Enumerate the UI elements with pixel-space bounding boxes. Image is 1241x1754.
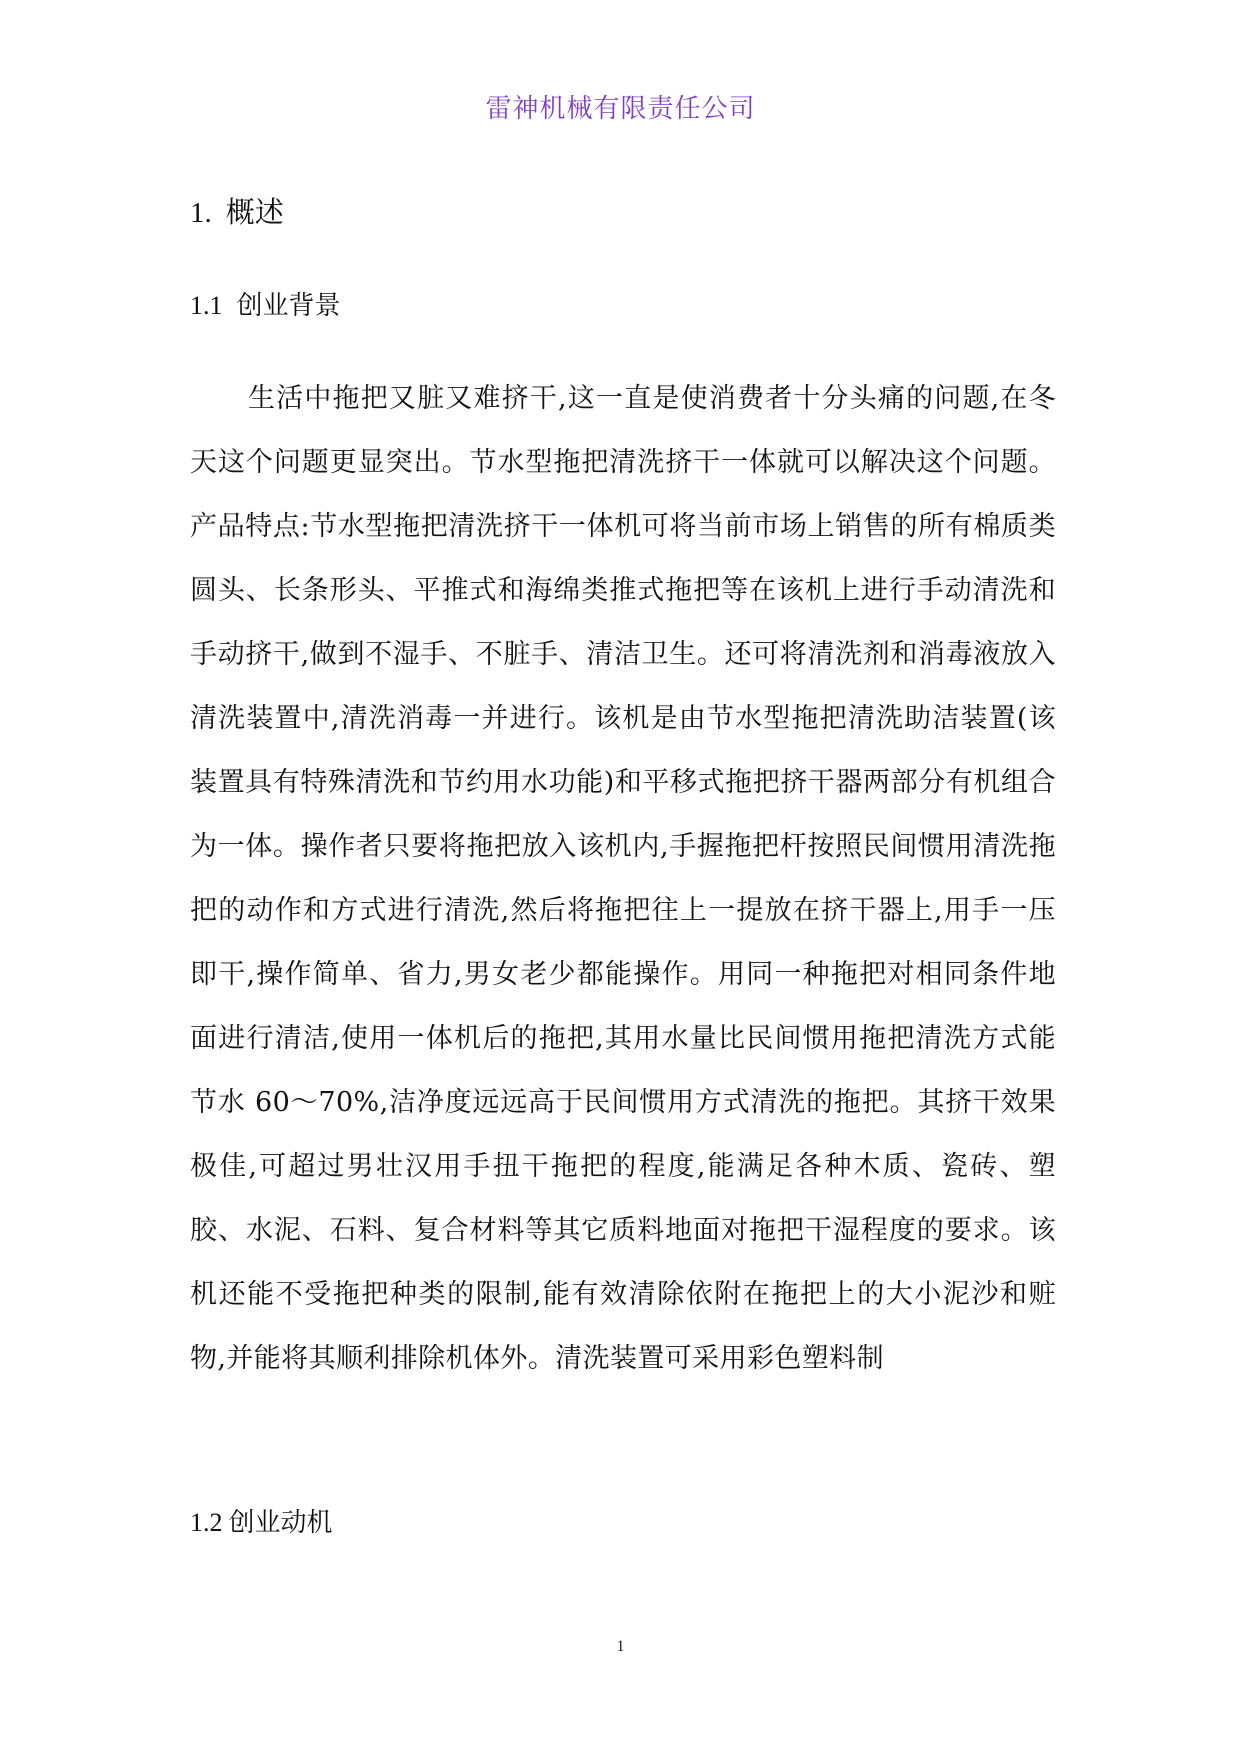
subsection-heading-background — [190, 285, 341, 322]
section-title: 概述 — [225, 195, 284, 229]
subsection-number: 1.1 — [190, 291, 223, 320]
subsection-number: 1.2 — [190, 1508, 223, 1537]
subsection-title: 创业动机 — [228, 1508, 333, 1538]
page-number: 1 — [616, 1638, 625, 1655]
section-heading-overview — [190, 190, 284, 231]
subsection-title: 创业背景 — [236, 291, 341, 321]
section-number: 1. — [190, 197, 212, 229]
page-header-company: 雷神机械有限责任公司 — [485, 94, 756, 124]
background-paragraph: 生活中拖把又脏又难挤干,这一直是使消费者十分头痛的问题,在冬天这个问题更显突出。节水型拖把清洗挤干一体就可以解决这个问题。产品特点:节水型拖把清洗挤干一体机可将当前市场上销售的所有棉质类圆头、长条形头、平推式和海绵类推式拖把等在该机上进行手动清洗和手动挤干,做到不湿手、不脏手、清洁卫生。还可将清洗剂和消毒液放入清洗装置中,清洗消毒一并进行。该机是由节水型拖把清洗助洁装置(该装置具有特殊清洗和节约用水功能)和平移式拖把挤干器两部分有机组合为一体。操作者只要将拖把放入该机内,手握拖把杆按照民间惯用清洗拖把的动作和方式进行清洗,然后将拖把往上一提放在挤干器上,用手一压即干,操作简单、省力,男女老少都能操作。用同一种拖把对相同条件地面进行清洁,使用一体机后的拖把,其用水量比民间惯用拖把清洗方式能节水 60～70%,洁净度远远高于民间惯用方式清洗的拖把。其挤干效果极佳,可超过男壮汉用手扭干拖把的程度,能满足各种木质、瓷砖、塑胶、水泥、石料、复合材料等其它质料地面对拖把干湿程度的要求。该机还能不受拖把种类的限制,能有效清除依附在拖把上的大小泥沙和赃物,并能将其顺利排除机体外。清洗装置可采用彩色塑料制 — [190, 383, 1056, 1374]
subsection-heading-motivation — [190, 1502, 333, 1539]
